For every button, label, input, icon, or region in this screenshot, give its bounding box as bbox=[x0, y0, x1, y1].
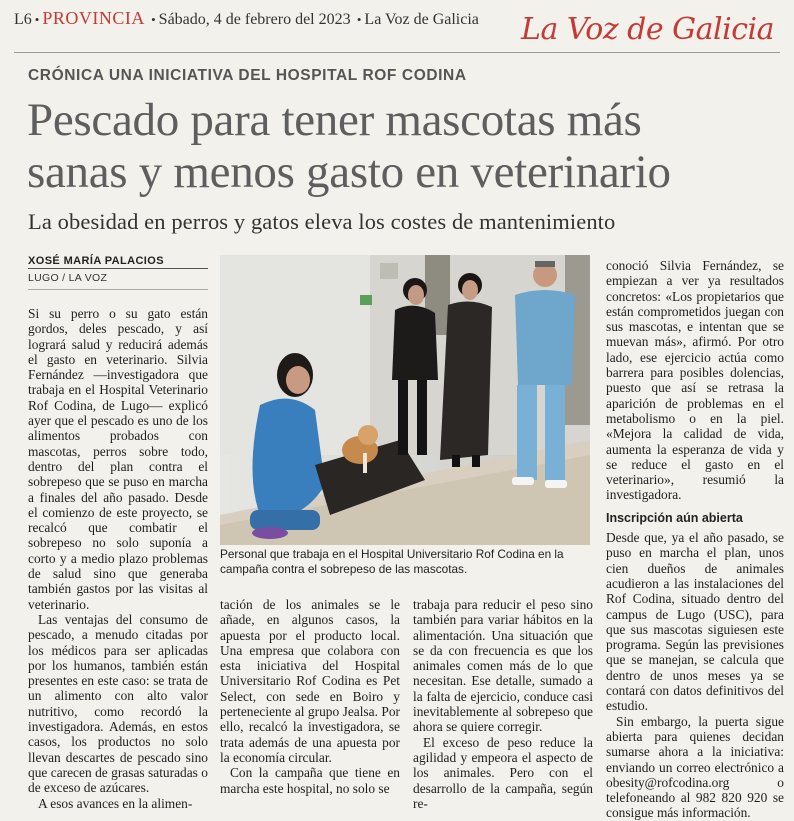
headline-line-1: Pescado para tener mascotas más bbox=[27, 94, 642, 146]
separator-dot: • bbox=[147, 12, 156, 27]
byline-divider bbox=[28, 268, 208, 269]
body-column-4 bbox=[606, 258, 784, 821]
paragraph: Con la campaña que tiene en marcha este hospital, no solo se bbox=[220, 765, 400, 796]
author-name: XOSÉ MARÍA PALACIOS bbox=[28, 255, 164, 267]
paragraph: conoció Silvia Fernández, se empiezan a ver ya resultados concretos: «Los propietarios que están comprometidos juegan con sus mascotas, e intentan que se muevan más», afirmó. Por otro lado, ese ejercicio actúa como barrera para posibles dolencias, puesto que así se retrasa la aparición de problemas en el metabolismo o en la piel. «Mejora la calidad de vida, aumenta la esperanza de vida y se reduce el gasto en el veterinario», resumió la investigadora. bbox=[606, 258, 784, 503]
photo-illustration bbox=[220, 255, 590, 545]
paragraph: Las ventajas del consumo de pescado, a menudo citadas por los médicos para ser aplicadas por los humanos, también están presentes en este caso: se trata de un alimento con alto valor nutritivo, como recordó la investigadora. Además, en estos casos, los productos no solo llevan descartes de pescado sino que carecen de grasas saturadas o de exceso de azúcares. bbox=[28, 611, 208, 796]
paragraph: Si su perro o su gato están gordos, deles pescado, y así logrará salud y reducirá además el gasto en veterinario. Silvia Fernández —investigadora que trabaja en el Hospital Veterinario Rof Codina, de Lugo— explicó ayer que el pescado es uno de los alimentos probados con mascotas, perros sobre todo, dentro del plan contra el sobrepeso que se puso en marcha a finales del año pasado. Desde el comienzo de este proyecto, se recalcó que combatir el sobrepeso no solo suponía a corto y a medio plazo problemas de salud sino que generaba también gastos por las visitas al veterinario. bbox=[28, 306, 208, 612]
dateline-location: LUGO / LA VOZ bbox=[28, 272, 108, 284]
article-subtitle: La obesidad en perros y gatos eleva los costes de mantenimiento bbox=[28, 209, 616, 234]
article-headline bbox=[27, 94, 787, 198]
headline-line-2: sanas y menos gasto en veterinario bbox=[27, 146, 671, 198]
page-folio bbox=[14, 8, 479, 29]
header-divider bbox=[14, 52, 780, 53]
photo-caption: Personal que trabaja en el Hospital Universitario Rof Codina en la campaña contra el sobrepeso de las mascotas. bbox=[220, 547, 564, 576]
page-number: L6 bbox=[14, 11, 32, 28]
body-column-3 bbox=[413, 597, 593, 811]
paragraph: tación de los animales se le añade, en algunos casos, la apuesta por el producto local. Una empresa que colabora con esta iniciativa del Hospital Universitario Rof Codina es Pet Select, con sede en Boiro y perteneciente al grupo Jealsa. Por ello, recalcó la investigadora, se trata además de una apuesta por la economía circular. bbox=[220, 597, 400, 765]
separator-dot: • bbox=[34, 12, 40, 27]
separator-dot: • bbox=[353, 12, 362, 27]
paragraph: Sin embargo, la puerta sigue abierta para quienes decidan sumarse ahora a la iniciativa: enviando un correo electrónico a obesity@rofcodina.org o telefoneando al 982 820 920 se consigue más información. bbox=[606, 713, 784, 821]
section-name: PROVINCIA bbox=[42, 8, 145, 28]
body-column-1 bbox=[28, 306, 208, 811]
byline-divider bbox=[28, 289, 208, 290]
article-photo bbox=[220, 255, 590, 545]
paragraph: Desde que, ya el año pasado, se puso en marcha el plan, unos cien dueños de animales acudieron a las instalaciones del Rof Codina, situado dentro del campus de Lugo (USC), para que sus mascotas siguiesen este programa. Según las previsiones que se manejan, se calcula que dentro de unos meses ya se contará con datos definitivos del estudio. bbox=[606, 530, 784, 714]
paragraph: trabaja para reducir el peso sino también para variar hábitos en la alimentación. Una situación que se da con frecuencia es que los animales comen más de lo que necesitan. Ese detalle, sumado a la falta de ejercicio, conduce casi inevitablemente al sobrepeso que ahora se quiere corregir. bbox=[413, 597, 593, 735]
newspaper-logo: La Voz de Galicia bbox=[521, 12, 774, 47]
paragraph: El exceso de peso reduce la agilidad y empeora el aspecto de los animales. Pero con el desarrollo de la campaña, según re- bbox=[413, 734, 593, 811]
paragraph: A esos avances en la alimen- bbox=[38, 795, 193, 811]
section-subheading: Inscripción aún abierta bbox=[606, 510, 743, 525]
issue-date: Sábado, 4 de febrero del 2023 bbox=[158, 11, 351, 28]
paper-name: La Voz de Galicia bbox=[364, 11, 479, 28]
body-column-2 bbox=[220, 597, 400, 796]
article-kicker: CRÓNICA UNA INICIATIVA DEL HOSPITAL ROF CODINA bbox=[28, 67, 467, 84]
